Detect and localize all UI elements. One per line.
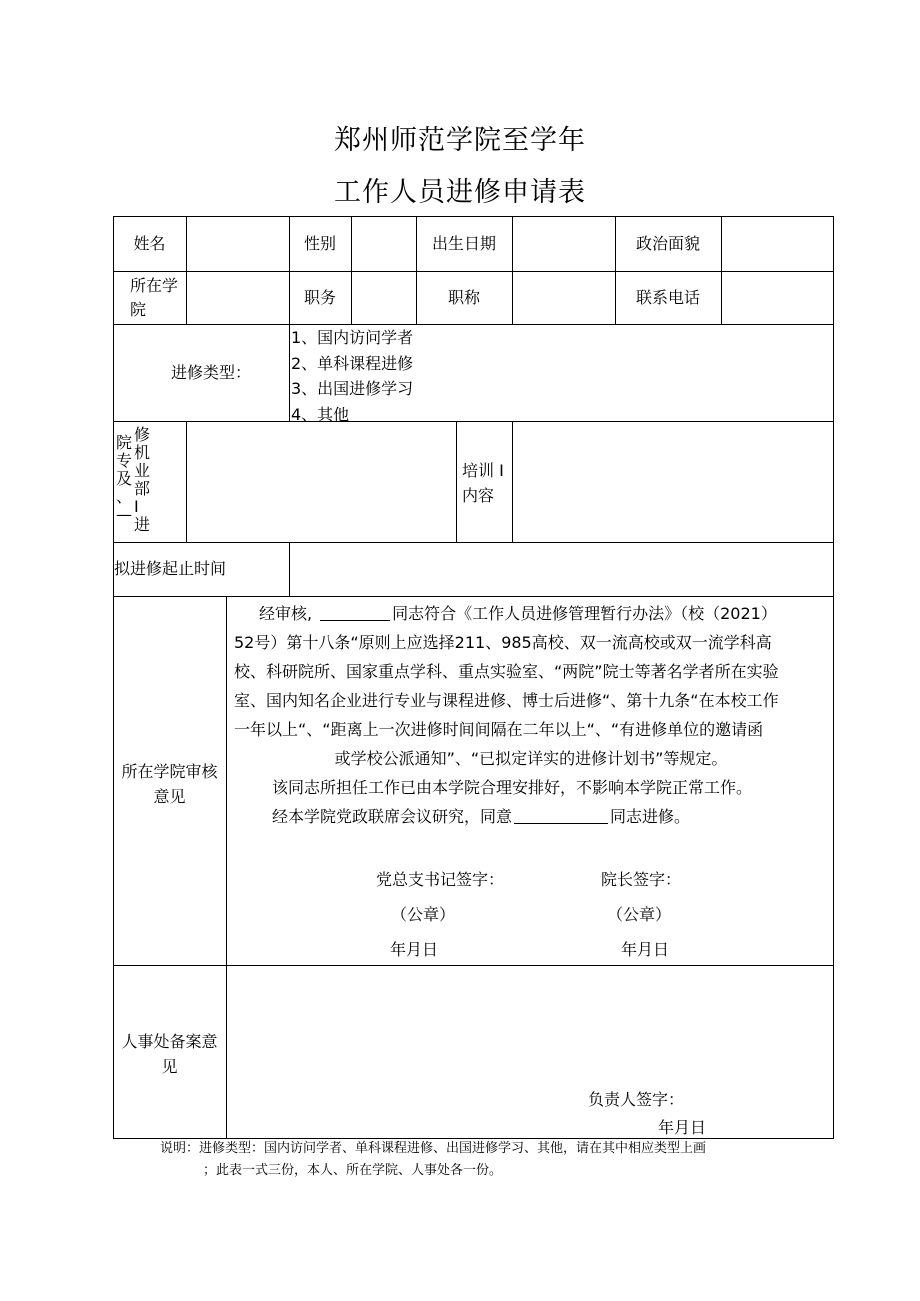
label-college-review-line1: 所在学院审核 bbox=[121, 762, 218, 781]
label-college bbox=[130, 274, 178, 322]
date-right: 年月日 bbox=[621, 940, 670, 959]
official-seal-left: （公章） bbox=[391, 905, 456, 924]
name-input[interactable] bbox=[187, 217, 289, 271]
post-input[interactable] bbox=[352, 272, 416, 324]
label-hr-review-line1: 人事处备案意 bbox=[121, 1032, 218, 1051]
label-gender: 性别 bbox=[303, 233, 336, 253]
review-line: 校、科研院所、国家重点学科、重点实验室、“两院”院士等著名学者所在实验 bbox=[234, 662, 779, 681]
col-divider bbox=[289, 324, 290, 421]
label-college-review-line2: 意见 bbox=[153, 787, 186, 806]
review-line bbox=[229, 802, 833, 831]
party-secretary-signature-label[interactable]: 党总支书记签字： bbox=[376, 870, 505, 889]
char: 及 bbox=[116, 469, 133, 488]
footnote bbox=[160, 1138, 706, 1182]
char: 、 bbox=[116, 487, 133, 506]
review-line: 该同志所担任工作已由本学院合理安排好，不影响本学院正常工作。 bbox=[272, 778, 753, 797]
label-study-period: 拟进修起止时间 bbox=[114, 559, 227, 578]
label-training-content bbox=[462, 458, 504, 508]
form-title: 工作人员进修申请表 bbox=[334, 177, 586, 208]
review-line: 52号）第十八条“原则上应选择211、985高校、双一流高校或双一流学科高 bbox=[234, 633, 772, 652]
label-training-line1: 培训 I bbox=[462, 461, 504, 480]
political-status-input[interactable] bbox=[722, 217, 833, 271]
footnote-line2: ；此表一式三份，本人、所在学院、人事处各一份。 bbox=[203, 1163, 503, 1178]
review-line8-start: 经本学院党政联席会议研究，同意 bbox=[272, 807, 513, 826]
review-line: 室、国内知名企业进行专业与课程进修、博士后进修“、第十九条“在本校工作 bbox=[234, 691, 779, 710]
footnote-line1: 说明：进修类型：国内访问学者、单科课程进修、出国进修学习、其他，请在其中相应类型上画 bbox=[160, 1141, 707, 1156]
col-divider bbox=[456, 421, 457, 542]
label-college-review bbox=[113, 759, 226, 809]
label-training-line2: 内容 bbox=[462, 486, 495, 505]
page-title: 郑州师范学院至学年 bbox=[334, 125, 586, 156]
training-content-input[interactable] bbox=[513, 422, 833, 542]
label-post: 职务 bbox=[303, 287, 336, 307]
row-divider bbox=[113, 596, 834, 597]
char: 部 bbox=[134, 479, 151, 498]
label-hr-review bbox=[113, 1029, 226, 1079]
char: 进 bbox=[134, 515, 151, 534]
label-professional-title: 职称 bbox=[447, 287, 480, 307]
hr-review-input[interactable] bbox=[227, 966, 833, 1076]
option-domestic-visiting-scholar[interactable]: 1、国内访问学者 bbox=[291, 328, 414, 347]
label-name: 姓名 bbox=[133, 233, 166, 253]
study-type-options bbox=[291, 325, 486, 427]
study-period-input[interactable] bbox=[290, 543, 833, 596]
birth-date-input[interactable] bbox=[513, 217, 615, 271]
label-institution-col-b bbox=[134, 426, 150, 534]
review-line bbox=[229, 599, 833, 628]
label-college-line2: 院 bbox=[130, 300, 147, 319]
other-blank[interactable] bbox=[358, 405, 486, 422]
label-political-status: 政治面貌 bbox=[635, 233, 700, 253]
professional-title-input[interactable] bbox=[513, 272, 615, 324]
label-college-line1: 所在学 bbox=[130, 276, 179, 295]
option-overseas-study[interactable]: 3、出国进修学习 bbox=[291, 379, 414, 398]
char: 机 bbox=[134, 443, 151, 462]
label-study-type: 进修类型： bbox=[170, 362, 251, 382]
char: 修 bbox=[134, 425, 151, 444]
official-seal-right: （公章） bbox=[607, 905, 672, 924]
char: 院 bbox=[116, 433, 133, 452]
college-input[interactable] bbox=[187, 272, 289, 324]
college-review-text bbox=[229, 599, 833, 831]
hr-date: 年月日 bbox=[658, 1118, 707, 1137]
char: 业 bbox=[134, 461, 151, 480]
date-left: 年月日 bbox=[390, 940, 439, 959]
char: I bbox=[134, 497, 139, 516]
institution-input[interactable] bbox=[187, 422, 456, 542]
review-line8-end: 同志进修。 bbox=[610, 807, 691, 826]
review-line1-end: 同志符合《工作人员进修管理暂行办法》（校（2021） bbox=[392, 604, 777, 623]
option-single-course[interactable]: 2、单科课程进修 bbox=[291, 353, 414, 373]
review-line: 或学校公派通知”、“已拟定详实的进修计划书”等规定。 bbox=[334, 749, 728, 768]
reviewed-name-blank[interactable] bbox=[320, 604, 390, 621]
label-hr-review-line2: 见 bbox=[161, 1057, 178, 1076]
label-birth-date: 出生日期 bbox=[431, 233, 496, 253]
label-phone: 联系电话 bbox=[635, 287, 700, 307]
option-other-label: 4、其他 bbox=[291, 404, 350, 424]
approved-name-blank[interactable] bbox=[514, 807, 608, 824]
gender-input[interactable] bbox=[352, 217, 416, 271]
char: — bbox=[116, 505, 132, 524]
review-line1-start: 经审核, bbox=[259, 604, 313, 623]
table-border-right bbox=[833, 216, 834, 1138]
dean-signature-label[interactable]: 院长签字： bbox=[601, 870, 682, 889]
phone-input[interactable] bbox=[722, 272, 833, 324]
review-line: 一年以上“、“距离上一次进修时间间隔在二年以上“、“有进修单位的邀请函 bbox=[234, 720, 764, 739]
char: 专 bbox=[116, 451, 133, 470]
label-institution-col-a bbox=[116, 434, 132, 524]
hr-signer-label[interactable]: 负责人签字： bbox=[588, 1090, 685, 1109]
